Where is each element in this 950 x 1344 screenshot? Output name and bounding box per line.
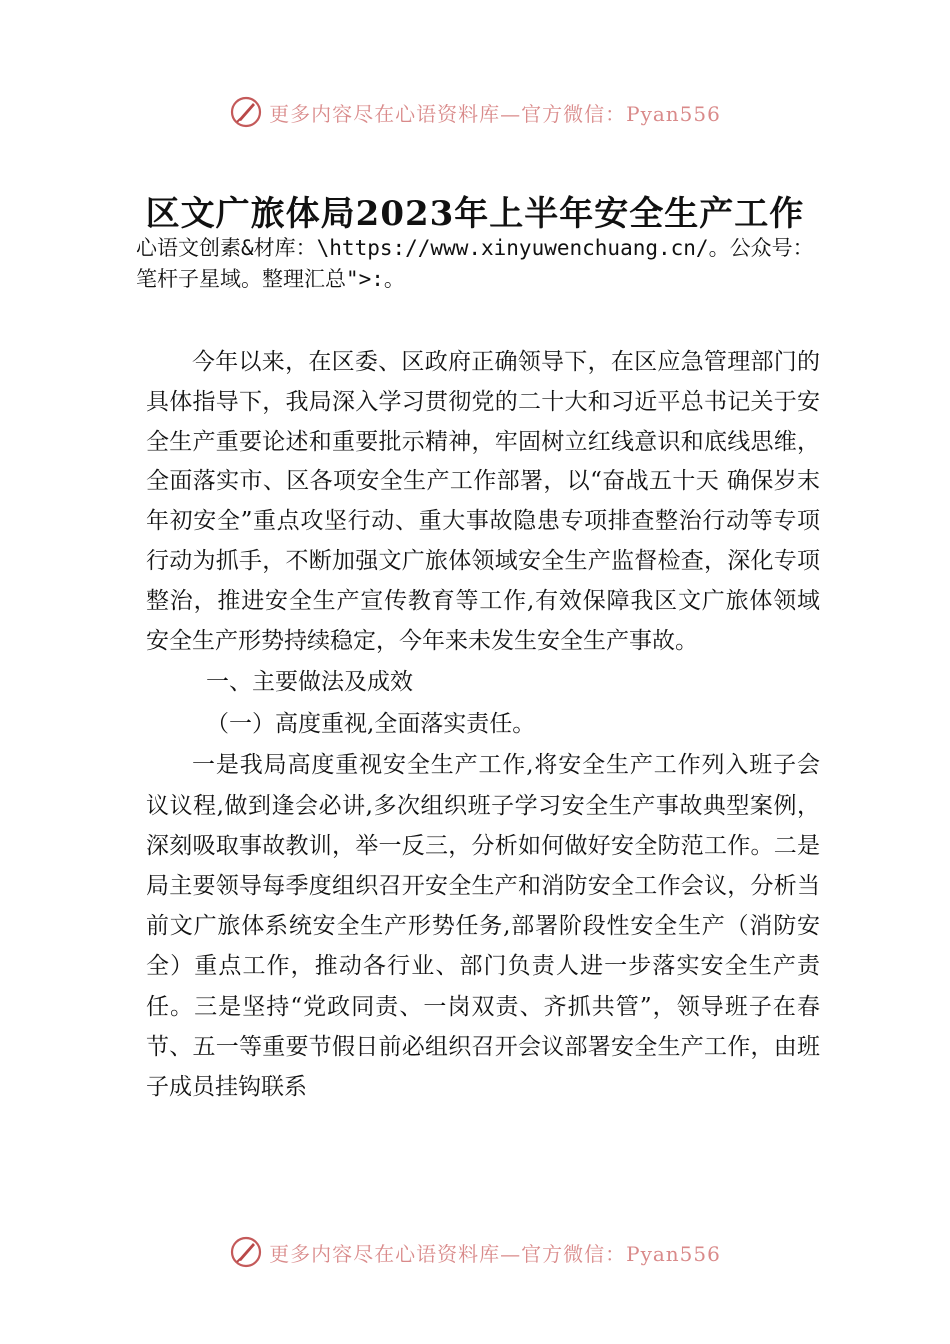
quill-logo-icon bbox=[229, 95, 263, 129]
document-title: 区文广旅体局2023年上半年安全生产工作 bbox=[145, 194, 805, 234]
header-watermark-banner bbox=[0, 92, 950, 132]
quill-logo-icon bbox=[229, 1235, 263, 1269]
source-note: 心语文创素&材库：\https://www.xinyuwenchuang.cn/。公众号：笔杆子星域。整理汇总">:。 bbox=[136, 236, 814, 291]
watermark-text: 更多内容尽在心语资料库—官方微信：Pyan556 bbox=[269, 101, 721, 126]
intro-paragraph: 今年以来，在区委、区政府正确领导下，在区应急管理部门的具体指导下，我局深入学习贯彻党的二十大和习近平总书记关于安全生产重要论述和重要批示精神，牢固树立红线意识和底线思维，全面落实市、区各项安全生产工作部署，以“奋战五十天 确保岁末年初安全”重点攻坚行动、重大事故隐患专项排查整治行动等专项行动为抓手，不断加强文广旅体领域安全生产监督检查，深化专项整治，推进安全生产宣传教育等工作,有效保障我区文广旅体领域安全生产形势持续稳定，今年来未发生安全生产事故。 bbox=[146, 349, 820, 654]
footer-watermark-banner bbox=[0, 1232, 950, 1272]
body-paragraph: 一是我局高度重视安全生产工作,将安全生产工作列入班子会议议程,做到逢会必讲,多次组织班子学习安全生产事故典型案例，深刻吸取事故教训，举一反三，分析如何做好安全防范工作。二是局主要领导每季度组织召开安全生产和消防安全工作会议，分析当前文广旅体系统安全生产形势任务,部署阶段性安全生产（消防安全）重点工作，推动各行业、部门负责人进一步落实安全生产责任。三是坚持“党政同责、一岗双责、齐抓共管”，领导班子在春节、五一等重要节假日前必组织召开会议部署安全生产工作，由班子成员挂钩联系 bbox=[146, 752, 820, 1100]
section-heading: 一、主要做法及成效 bbox=[206, 669, 413, 696]
subsection-heading: （一）高度重视,全面落实责任。 bbox=[206, 711, 536, 738]
document-body bbox=[146, 343, 820, 1107]
watermark-text: 更多内容尽在心语资料库—官方微信：Pyan556 bbox=[269, 1241, 721, 1266]
